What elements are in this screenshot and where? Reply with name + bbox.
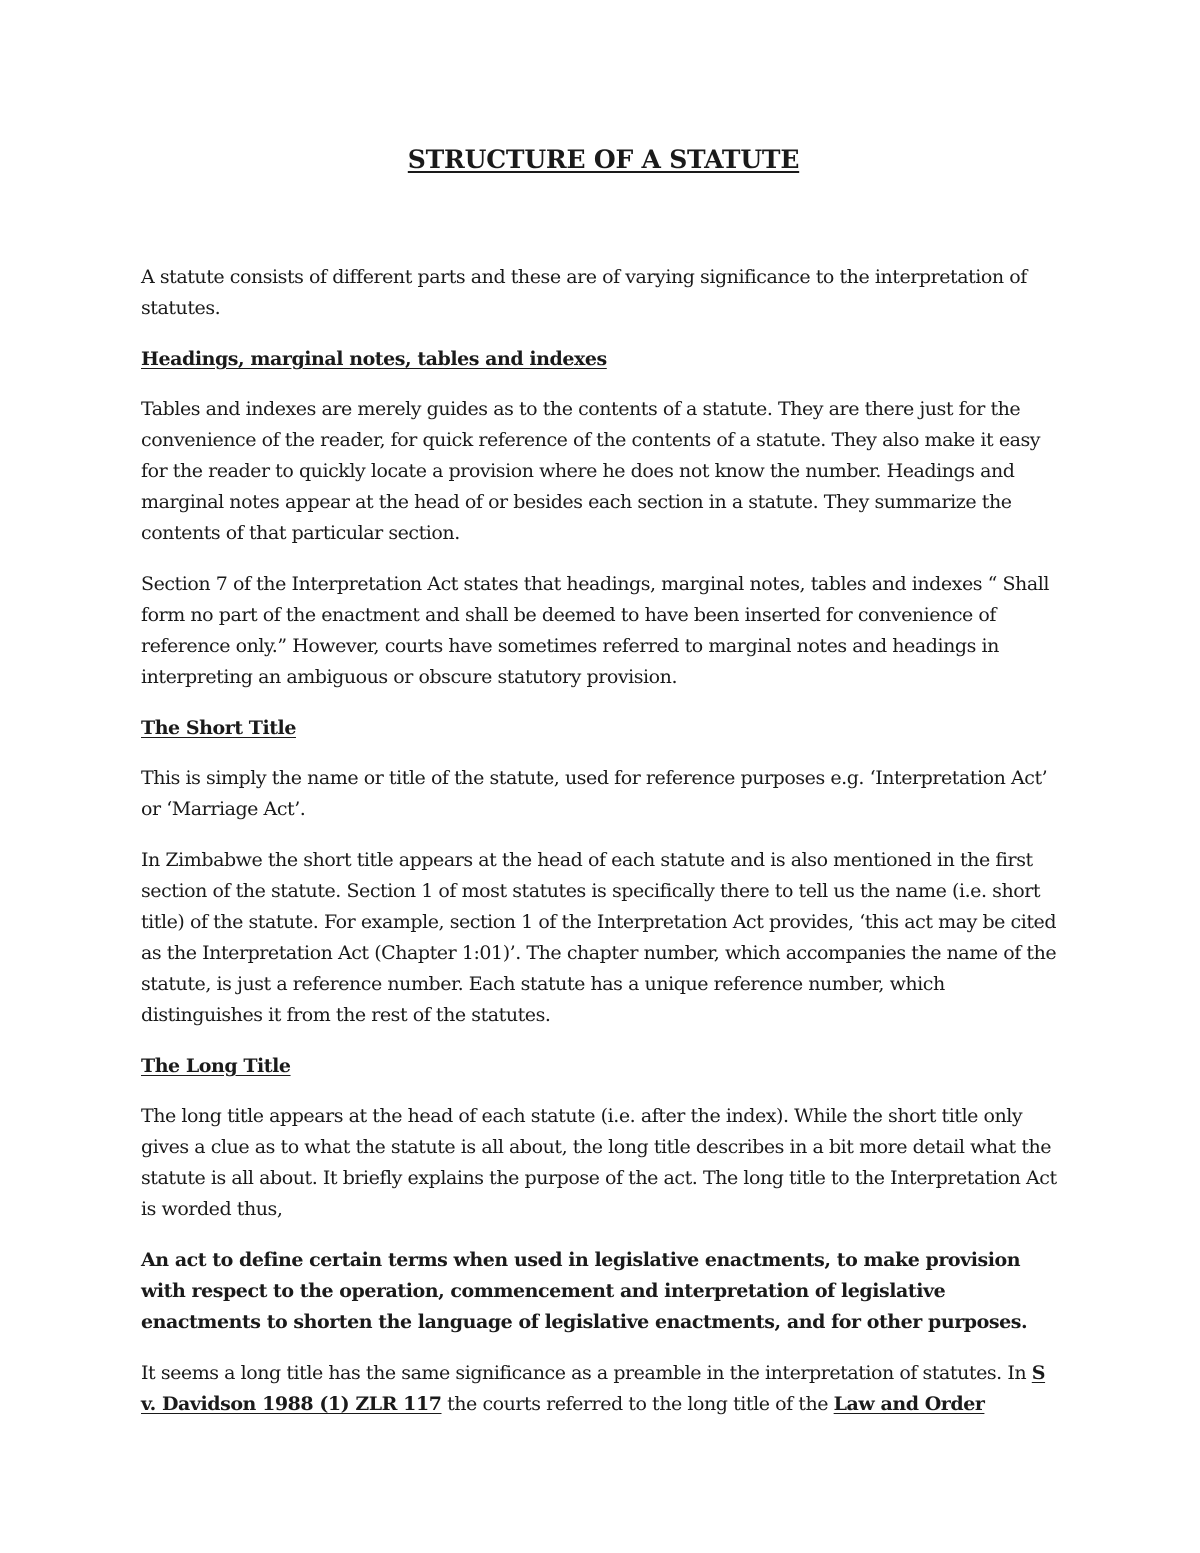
heading-long-title: The Long Title xyxy=(141,1055,291,1077)
document-title: STRUCTURE OF A STATUTE xyxy=(407,145,800,174)
long-title-quote: An act to define certain terms when used in legislative enactments, to make provision with respect to the operation, commencement and interpretation of legislative enactments to shorten the language of legislative enactments, and for other purposes. xyxy=(141,1249,1028,1333)
paragraph-tables-indexes: Tables and indexes are merely guides as to the contents of a statute. They are there just for the convenience of the reader, for quick reference of the contents of a statute. They also make it easy for the reader to quickly locate a provision where he does not know the number. Headings and marginal notes appear at the head of or besides each section in a statute. They summarize the contents of that particular section. xyxy=(141,398,1041,544)
paragraph-long-title-significance xyxy=(141,1358,1066,1420)
case-reference: S v. Davidson 1988 (1) ZLR 117 xyxy=(141,1362,1046,1415)
heading-headings-marginal-notes: Headings, marginal notes, tables and indexes xyxy=(141,348,607,370)
paragraph-short-title-zimbabwe: In Zimbabwe the short title appears at the head of each statute and is also mentioned in the first section of the statute. Section 1 of most statutes is specifically there to tell us the name (i.e. short title) of the statute. For example, section 1 of the Interpretation Act provides, ‘this act may be cited as the Interpretation Act (Chapter 1:01)’. The chapter number, which accompanies the name of the statute, is just a reference number. Each statute has a unique reference number, which distinguishes it from the rest of the statutes. xyxy=(141,849,1057,1026)
significance-text-middle: the courts referred to the long title of the xyxy=(441,1393,834,1415)
paragraph-short-title-definition: This is simply the name or title of the statute, used for reference purposes e.g. ‘Interpretation Act’ or ‘Marriage Act’. xyxy=(141,767,1048,820)
significance-text-start: It seems a long title has the same significance as a preamble in the interpretation of statutes. In xyxy=(141,1362,1032,1384)
paragraph-long-title-description: The long title appears at the head of each statute (i.e. after the index). While the short title only gives a clue as to what the statute is all about, the long title describes in a bit more detail what the statute is all about. It briefly explains the purpose of the act. The long title to the Interpretation Act is worded thus, xyxy=(141,1105,1057,1220)
document-page xyxy=(141,140,1066,1440)
intro-paragraph: A statute consists of different parts and these are of varying significance to the interpretation of statutes. xyxy=(141,266,1027,319)
heading-short-title: The Short Title xyxy=(141,717,296,739)
paragraph-section-7: Section 7 of the Interpretation Act states that headings, marginal notes, tables and indexes “ Shall form no part of the enactment and shall be deemed to have been inserted for convenience of reference only.” However, courts have sometimes referred to marginal notes and headings in interpreting an ambiguous or obscure statutory provision. xyxy=(141,573,1049,688)
act-reference: Law and Order xyxy=(833,1393,985,1415)
